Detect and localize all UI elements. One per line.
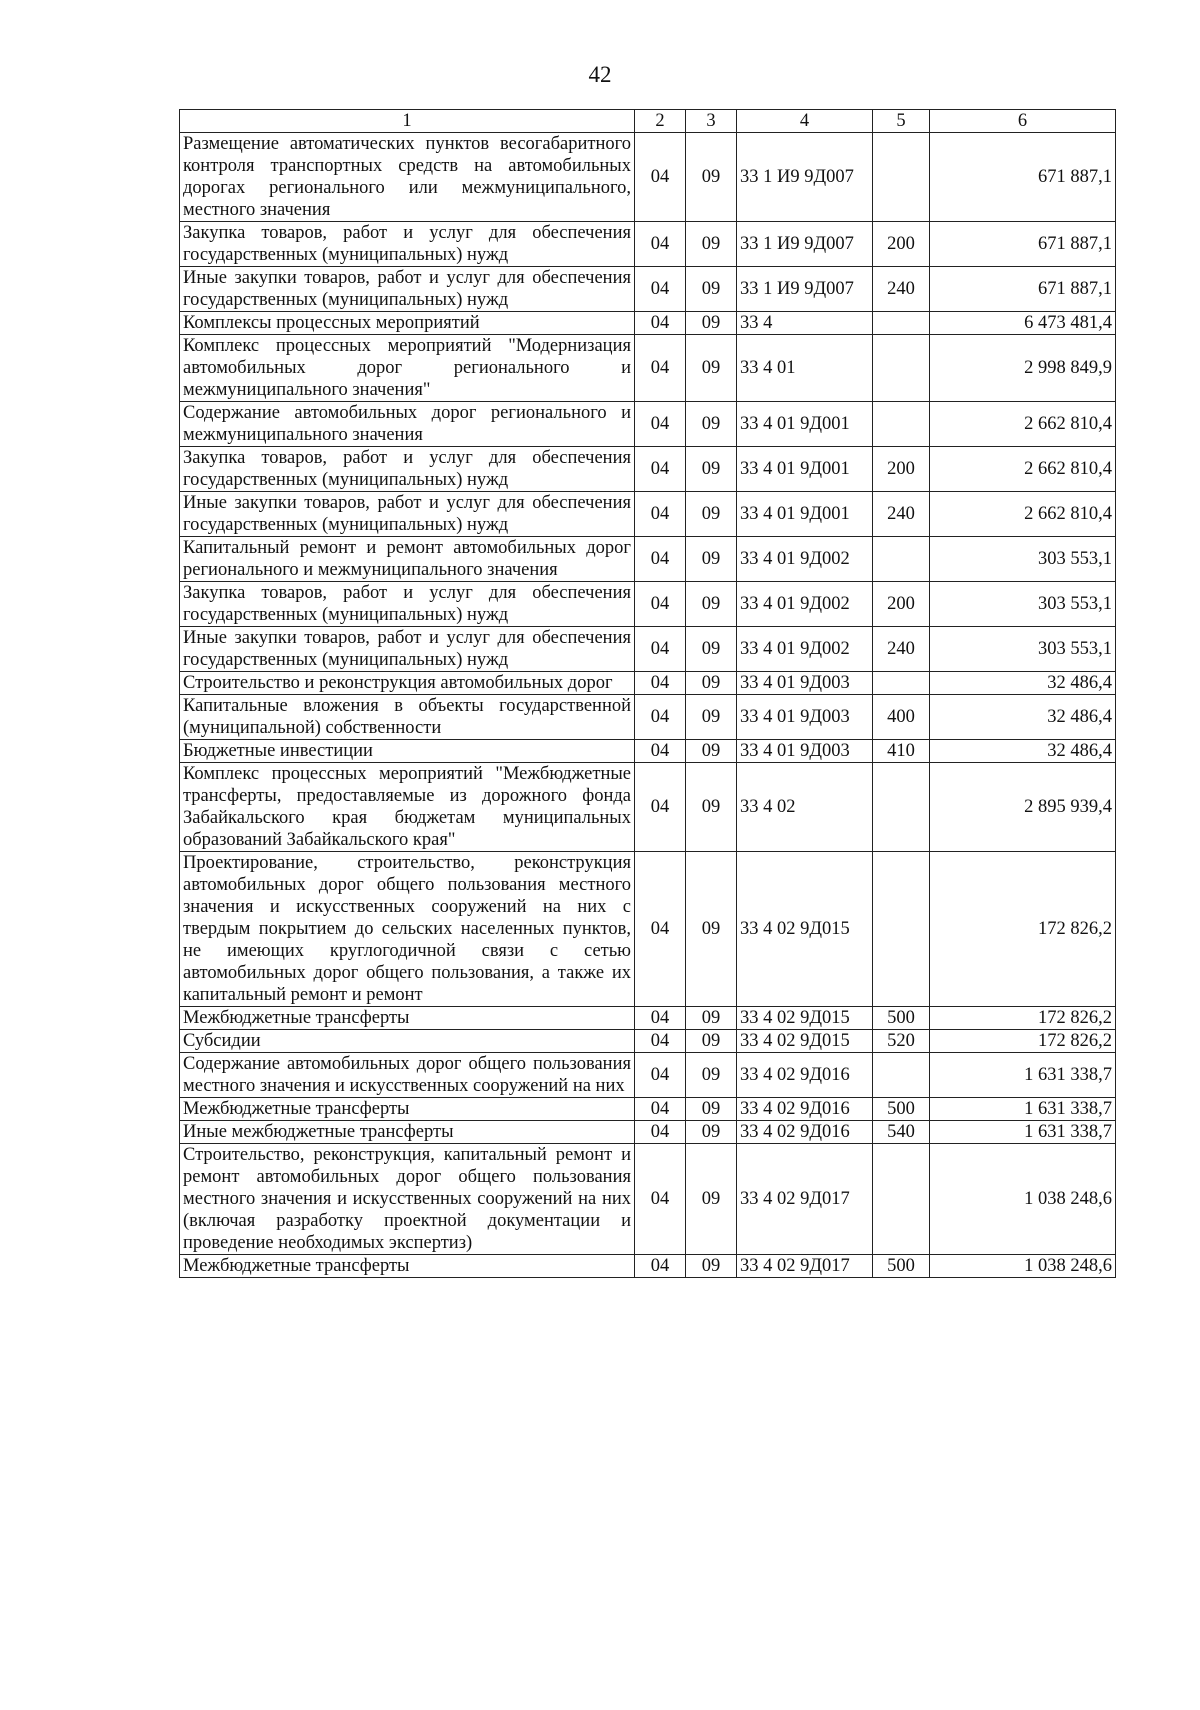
row-section-cell: 04: [635, 695, 686, 740]
row-name-cell: Комплекс процессных мероприятий "Модернизация автомобильных дорог регионального и межмуниципального значения": [180, 335, 635, 402]
table-row: [180, 672, 1116, 695]
table-row: [180, 1144, 1116, 1255]
row-target-code-cell: 33 4 01 9Д003: [737, 672, 873, 695]
row-expense-type-cell: 540: [873, 1121, 930, 1144]
row-subsection-cell: 09: [686, 267, 737, 312]
row-name-cell: Закупка товаров, работ и услуг для обеспечения государственных (муниципальных) нужд: [180, 582, 635, 627]
row-name-cell: Комплекс процессных мероприятий "Межбюджетные трансферты, предоставляемые из дорожного фонда Забайкальского края бюджетам муниципальных образований Забайкальского края": [180, 763, 635, 852]
row-amount-cell: 303 553,1: [930, 537, 1116, 582]
row-amount-cell: 671 887,1: [930, 267, 1116, 312]
row-subsection-cell: 09: [686, 492, 737, 537]
header-col-3: 3: [686, 110, 737, 133]
row-name-cell: Капитальные вложения в объекты государственной (муниципальной) собственности: [180, 695, 635, 740]
row-subsection-cell: 09: [686, 222, 737, 267]
budget-table: [179, 109, 1116, 1278]
row-target-code-cell: 33 1 И9 9Д007: [737, 222, 873, 267]
row-amount-cell: 2 662 810,4: [930, 402, 1116, 447]
row-name-cell: Иные закупки товаров, работ и услуг для обеспечения государственных (муниципальных) нужд: [180, 627, 635, 672]
table-row: [180, 335, 1116, 402]
row-subsection-cell: 09: [686, 402, 737, 447]
table-row: [180, 582, 1116, 627]
row-name-cell: Межбюджетные трансферты: [180, 1098, 635, 1121]
row-name-cell: Строительство и реконструкция автомобильных дорог: [180, 672, 635, 695]
row-expense-type-cell: [873, 402, 930, 447]
row-name-cell: Межбюджетные трансферты: [180, 1007, 635, 1030]
row-amount-cell: 2 662 810,4: [930, 447, 1116, 492]
header-col-5: 5: [873, 110, 930, 133]
row-expense-type-cell: 200: [873, 447, 930, 492]
table-row: [180, 1121, 1116, 1144]
table-row: [180, 1053, 1116, 1098]
row-amount-cell: 32 486,4: [930, 740, 1116, 763]
row-expense-type-cell: 200: [873, 222, 930, 267]
header-row: [180, 110, 1116, 133]
row-subsection-cell: 09: [686, 695, 737, 740]
table-row: [180, 133, 1116, 222]
row-name-cell: Иные закупки товаров, работ и услуг для обеспечения государственных (муниципальных) нужд: [180, 492, 635, 537]
row-target-code-cell: 33 4 02 9Д016: [737, 1053, 873, 1098]
row-expense-type-cell: 520: [873, 1030, 930, 1053]
row-amount-cell: 6 473 481,4: [930, 312, 1116, 335]
row-subsection-cell: 09: [686, 1007, 737, 1030]
row-expense-type-cell: [873, 537, 930, 582]
row-name-cell: Закупка товаров, работ и услуг для обеспечения государственных (муниципальных) нужд: [180, 222, 635, 267]
table-row: [180, 1098, 1116, 1121]
row-expense-type-cell: 200: [873, 582, 930, 627]
row-section-cell: 04: [635, 133, 686, 222]
table-row: [180, 312, 1116, 335]
row-subsection-cell: 09: [686, 852, 737, 1007]
header-col-4: 4: [737, 110, 873, 133]
row-amount-cell: 1 038 248,6: [930, 1255, 1116, 1278]
row-expense-type-cell: 240: [873, 492, 930, 537]
row-target-code-cell: 33 4 01 9Д002: [737, 582, 873, 627]
table-row: [180, 222, 1116, 267]
row-section-cell: 04: [635, 335, 686, 402]
row-expense-type-cell: 240: [873, 267, 930, 312]
row-amount-cell: 172 826,2: [930, 852, 1116, 1007]
row-expense-type-cell: [873, 335, 930, 402]
row-expense-type-cell: 400: [873, 695, 930, 740]
row-subsection-cell: 09: [686, 1121, 737, 1144]
row-amount-cell: 172 826,2: [930, 1030, 1116, 1053]
row-target-code-cell: 33 4 02 9Д017: [737, 1144, 873, 1255]
row-expense-type-cell: [873, 763, 930, 852]
row-amount-cell: 2 662 810,4: [930, 492, 1116, 537]
row-section-cell: 04: [635, 740, 686, 763]
row-name-cell: Субсидии: [180, 1030, 635, 1053]
row-section-cell: 04: [635, 852, 686, 1007]
row-subsection-cell: 09: [686, 740, 737, 763]
row-target-code-cell: 33 4 02 9Д017: [737, 1255, 873, 1278]
row-amount-cell: 671 887,1: [930, 133, 1116, 222]
table-row: [180, 763, 1116, 852]
table-body: [180, 133, 1116, 1278]
row-section-cell: 04: [635, 1053, 686, 1098]
table-row: [180, 627, 1116, 672]
row-target-code-cell: 33 4 01 9Д001: [737, 447, 873, 492]
row-subsection-cell: 09: [686, 672, 737, 695]
row-name-cell: Иные межбюджетные трансферты: [180, 1121, 635, 1144]
row-target-code-cell: 33 4 01 9Д003: [737, 695, 873, 740]
row-subsection-cell: 09: [686, 1255, 737, 1278]
row-section-cell: 04: [635, 1030, 686, 1053]
row-name-cell: Комплексы процессных мероприятий: [180, 312, 635, 335]
table-row: [180, 537, 1116, 582]
table-row: [180, 267, 1116, 312]
table-row: [180, 492, 1116, 537]
row-subsection-cell: 09: [686, 335, 737, 402]
table-row: [180, 1030, 1116, 1053]
row-expense-type-cell: [873, 133, 930, 222]
row-expense-type-cell: [873, 312, 930, 335]
row-expense-type-cell: [873, 852, 930, 1007]
row-target-code-cell: 33 1 И9 9Д007: [737, 133, 873, 222]
table-row: [180, 402, 1116, 447]
row-target-code-cell: 33 4 02 9Д016: [737, 1098, 873, 1121]
row-section-cell: 04: [635, 672, 686, 695]
row-name-cell: Строительство, реконструкция, капитальный ремонт и ремонт автомобильных дорог общего пользования местного значения и искусственных сооружений на них (включая разработку проектной документации и проведение необходимых экспертиз): [180, 1144, 635, 1255]
row-amount-cell: 1 631 338,7: [930, 1053, 1116, 1098]
header-col-2: 2: [635, 110, 686, 133]
table-row: [180, 1007, 1116, 1030]
row-section-cell: 04: [635, 1098, 686, 1121]
row-section-cell: 04: [635, 267, 686, 312]
row-amount-cell: 1 631 338,7: [930, 1098, 1116, 1121]
row-target-code-cell: 33 4 01 9Д003: [737, 740, 873, 763]
row-subsection-cell: 09: [686, 763, 737, 852]
row-target-code-cell: 33 1 И9 9Д007: [737, 267, 873, 312]
row-target-code-cell: 33 4 01: [737, 335, 873, 402]
row-subsection-cell: 09: [686, 312, 737, 335]
row-section-cell: 04: [635, 1007, 686, 1030]
row-target-code-cell: 33 4 01 9Д002: [737, 537, 873, 582]
table-row: [180, 740, 1116, 763]
row-name-cell: Капитальный ремонт и ремонт автомобильных дорог регионального и межмуниципального значения: [180, 537, 635, 582]
row-section-cell: 04: [635, 492, 686, 537]
row-section-cell: 04: [635, 402, 686, 447]
row-subsection-cell: 09: [686, 627, 737, 672]
row-name-cell: Закупка товаров, работ и услуг для обеспечения государственных (муниципальных) нужд: [180, 447, 635, 492]
row-name-cell: Проектирование, строительство, реконструкция автомобильных дорог общего пользования местного значения и искусственных сооружений на них с твердым покрытием до сельских населенных пунктов, не имеющих круглогодичной связи с сетью автомобильных дорог общего пользования, а также их капитальный ремонт и ремонт: [180, 852, 635, 1007]
header-col-6: 6: [930, 110, 1116, 133]
row-subsection-cell: 09: [686, 582, 737, 627]
row-subsection-cell: 09: [686, 537, 737, 582]
row-target-code-cell: 33 4 02: [737, 763, 873, 852]
row-section-cell: 04: [635, 447, 686, 492]
row-section-cell: 04: [635, 1144, 686, 1255]
row-section-cell: 04: [635, 1121, 686, 1144]
header-col-1: 1: [180, 110, 635, 133]
row-section-cell: 04: [635, 763, 686, 852]
row-name-cell: Размещение автоматических пунктов весогабаритного контроля транспортных средств на автомобильных дорогах регионального или межмуниципального, местного значения: [180, 133, 635, 222]
row-expense-type-cell: [873, 1144, 930, 1255]
row-expense-type-cell: [873, 672, 930, 695]
row-amount-cell: 32 486,4: [930, 672, 1116, 695]
row-amount-cell: 1 631 338,7: [930, 1121, 1116, 1144]
row-expense-type-cell: 500: [873, 1255, 930, 1278]
row-amount-cell: 303 553,1: [930, 627, 1116, 672]
row-expense-type-cell: 500: [873, 1007, 930, 1030]
table-row: [180, 1255, 1116, 1278]
row-target-code-cell: 33 4 02 9Д015: [737, 1007, 873, 1030]
row-subsection-cell: 09: [686, 447, 737, 492]
row-target-code-cell: 33 4 02 9Д015: [737, 1030, 873, 1053]
row-subsection-cell: 09: [686, 133, 737, 222]
row-target-code-cell: 33 4 02 9Д015: [737, 852, 873, 1007]
row-amount-cell: 1 038 248,6: [930, 1144, 1116, 1255]
row-target-code-cell: 33 4: [737, 312, 873, 335]
row-name-cell: Содержание автомобильных дорог регионального и межмуниципального значения: [180, 402, 635, 447]
row-expense-type-cell: [873, 1053, 930, 1098]
row-section-cell: 04: [635, 312, 686, 335]
row-target-code-cell: 33 4 01 9Д002: [737, 627, 873, 672]
row-amount-cell: 2 895 939,4: [930, 763, 1116, 852]
row-amount-cell: 172 826,2: [930, 1007, 1116, 1030]
row-section-cell: 04: [635, 627, 686, 672]
row-expense-type-cell: 410: [873, 740, 930, 763]
row-name-cell: Межбюджетные трансферты: [180, 1255, 635, 1278]
row-subsection-cell: 09: [686, 1030, 737, 1053]
row-subsection-cell: 09: [686, 1144, 737, 1255]
row-expense-type-cell: 240: [873, 627, 930, 672]
row-amount-cell: 671 887,1: [930, 222, 1116, 267]
row-subsection-cell: 09: [686, 1098, 737, 1121]
row-expense-type-cell: 500: [873, 1098, 930, 1121]
table-row: [180, 852, 1116, 1007]
row-name-cell: Иные закупки товаров, работ и услуг для обеспечения государственных (муниципальных) нужд: [180, 267, 635, 312]
row-subsection-cell: 09: [686, 1053, 737, 1098]
row-name-cell: Содержание автомобильных дорог общего пользования местного значения и искусственных сооружений на них: [180, 1053, 635, 1098]
row-amount-cell: 32 486,4: [930, 695, 1116, 740]
row-target-code-cell: 33 4 01 9Д001: [737, 402, 873, 447]
row-amount-cell: 2 998 849,9: [930, 335, 1116, 402]
row-section-cell: 04: [635, 222, 686, 267]
table-row: [180, 447, 1116, 492]
row-section-cell: 04: [635, 537, 686, 582]
row-amount-cell: 303 553,1: [930, 582, 1116, 627]
row-name-cell: Бюджетные инвестиции: [180, 740, 635, 763]
row-section-cell: 04: [635, 582, 686, 627]
row-section-cell: 04: [635, 1255, 686, 1278]
table-row: [180, 695, 1116, 740]
page-number: 42: [588, 62, 612, 87]
row-target-code-cell: 33 4 02 9Д016: [737, 1121, 873, 1144]
row-target-code-cell: 33 4 01 9Д001: [737, 492, 873, 537]
